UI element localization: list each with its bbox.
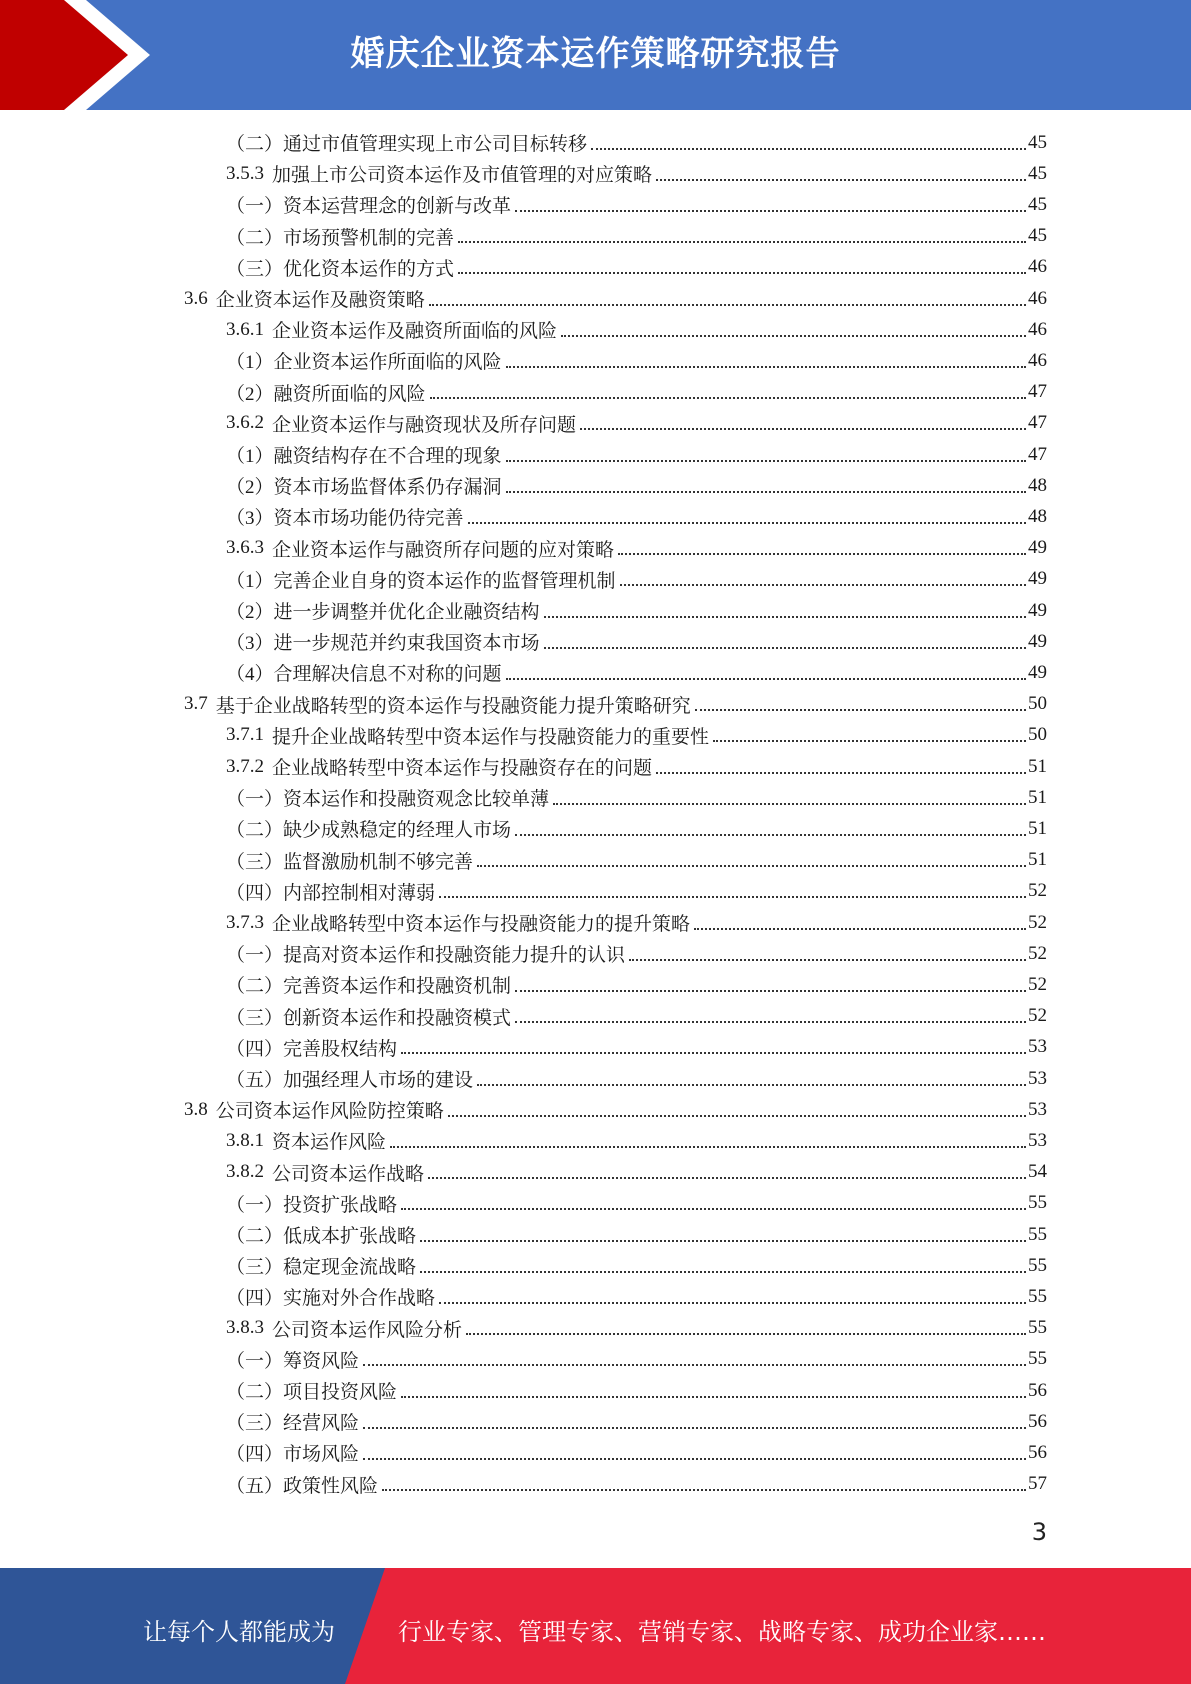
toc-entry-page: 53 bbox=[1028, 1067, 1047, 1089]
toc-entry-label: 加强上市公司资本运作及市值管理的对应策略 bbox=[272, 165, 653, 187]
toc-entry-page: 46 bbox=[1028, 256, 1047, 278]
toc-entry-label: （二）项目投资风险 bbox=[226, 1382, 398, 1403]
toc-entry-number: 3.6.3 bbox=[226, 537, 264, 559]
toc-dot-leader bbox=[477, 1084, 1026, 1086]
toc-dot-leader bbox=[580, 428, 1026, 430]
toc-entry[interactable] bbox=[226, 408, 1047, 439]
toc-entry-label: （3）进一步规范并约束我国资本市场 bbox=[226, 633, 540, 655]
toc-entry-label: （三）稳定现金流战略 bbox=[226, 1257, 417, 1279]
toc-entry[interactable] bbox=[226, 377, 1047, 408]
toc-entry[interactable] bbox=[226, 127, 1047, 158]
toc-dot-leader bbox=[363, 1364, 1026, 1366]
toc-entry-label: （一）投资扩张战略 bbox=[226, 1194, 398, 1216]
toc-entry[interactable] bbox=[226, 845, 1047, 876]
toc-dot-leader bbox=[618, 553, 1026, 555]
toc-entry-page: 51 bbox=[1028, 755, 1047, 777]
toc-entry-page: 55 bbox=[1028, 1254, 1047, 1276]
toc-entry-page: 55 bbox=[1028, 1348, 1047, 1370]
toc-entry-page: 45 bbox=[1028, 193, 1047, 215]
toc-dot-leader bbox=[515, 834, 1026, 836]
toc-entry-number: 3.5.3 bbox=[226, 162, 264, 184]
toc-dot-leader bbox=[430, 397, 1026, 399]
toc-entry[interactable] bbox=[226, 1250, 1047, 1281]
toc-entry-label: （二）通过市值管理实现上市公司目标转移 bbox=[226, 134, 588, 155]
toc-entry-page: 51 bbox=[1028, 786, 1047, 808]
toc-entry-page: 49 bbox=[1028, 599, 1047, 621]
toc-entry-page: 55 bbox=[1028, 1223, 1047, 1245]
toc-entry-label: （三）创新资本运作和投融资模式 bbox=[226, 1007, 512, 1029]
toc-entry[interactable] bbox=[226, 470, 1047, 501]
toc-entry-page: 49 bbox=[1028, 537, 1047, 559]
toc-entry-label: 企业资本运作及融资策略 bbox=[215, 290, 425, 311]
toc-entry-label: （二）市场预警机制的完善 bbox=[226, 227, 455, 249]
toc-entry-label: 企业战略转型中资本运作与投融资存在的问题 bbox=[272, 758, 653, 779]
toc-entry[interactable] bbox=[226, 1001, 1047, 1032]
toc-entry-label: （3）资本市场功能仍待完善 bbox=[226, 508, 464, 530]
toc-dot-leader bbox=[506, 366, 1026, 368]
toc-entry-label: 公司资本运作风险防控策略 bbox=[215, 1101, 444, 1123]
toc-dot-leader bbox=[420, 1240, 1026, 1242]
toc-entry-number: 3.7 bbox=[184, 693, 208, 715]
page-footer bbox=[0, 1568, 1191, 1684]
toc-entry[interactable] bbox=[226, 158, 1047, 189]
footer-slogan-left: 让每个人都能成为 bbox=[143, 1618, 335, 1646]
toc-entry-page: 53 bbox=[1028, 1129, 1047, 1151]
toc-entry-page: 50 bbox=[1028, 724, 1047, 746]
toc-entry-label: （2）融资所面临的风险 bbox=[226, 383, 426, 405]
toc-dot-leader bbox=[439, 896, 1026, 898]
toc-dot-leader bbox=[656, 772, 1026, 774]
toc-entry-label: 公司资本运作战略 bbox=[272, 1163, 425, 1185]
toc-entry-label: （1）融资结构存在不合理的现象 bbox=[226, 446, 502, 467]
toc-entry[interactable] bbox=[226, 1219, 1047, 1250]
toc-entry[interactable] bbox=[226, 907, 1047, 938]
toc-dot-leader bbox=[429, 304, 1026, 306]
toc-entry-page: 51 bbox=[1028, 817, 1047, 839]
toc-entry[interactable] bbox=[226, 1157, 1047, 1188]
toc-dot-leader bbox=[506, 460, 1026, 462]
toc-entry-page: 54 bbox=[1028, 1161, 1047, 1183]
toc-entry[interactable] bbox=[226, 314, 1047, 345]
toc-entry[interactable] bbox=[226, 1469, 1047, 1500]
toc-entry[interactable] bbox=[226, 1437, 1047, 1468]
toc-entry-number: 3.7.2 bbox=[226, 755, 264, 777]
toc-entry-page: 52 bbox=[1028, 973, 1047, 995]
report-title: 婚庆企业资本运作策略研究报告 bbox=[350, 34, 841, 74]
toc-dot-leader bbox=[656, 179, 1026, 181]
toc-entry[interactable] bbox=[226, 252, 1047, 283]
toc-dot-leader bbox=[515, 990, 1026, 992]
toc-entry[interactable] bbox=[226, 595, 1047, 626]
toc-entry[interactable] bbox=[226, 1313, 1047, 1344]
toc-entry-number: 3.7.1 bbox=[226, 724, 264, 746]
toc-entry-label: （五）加强经理人市场的建设 bbox=[226, 1070, 474, 1091]
toc-entry-label: 提升企业战略转型中资本运作与投融资能力的重要性 bbox=[272, 726, 710, 748]
toc-entry-number: 3.8 bbox=[184, 1098, 208, 1120]
toc-entry-label: （四）完善股权结构 bbox=[226, 1038, 398, 1060]
toc-entry-label: （一）提高对资本运作和投融资能力提升的认识 bbox=[226, 945, 626, 967]
page-header bbox=[0, 0, 1191, 110]
toc-entry[interactable] bbox=[226, 938, 1047, 969]
toc-entry-page: 56 bbox=[1028, 1410, 1047, 1432]
toc-entry-page: 49 bbox=[1028, 568, 1047, 590]
toc-dot-leader bbox=[506, 678, 1026, 680]
toc-dot-leader bbox=[695, 709, 1026, 711]
toc-dot-leader bbox=[620, 584, 1026, 586]
toc-entry[interactable] bbox=[226, 1375, 1047, 1406]
toc-entry[interactable] bbox=[184, 689, 1047, 720]
toc-entry[interactable] bbox=[226, 1406, 1047, 1437]
toc-entry[interactable] bbox=[226, 720, 1047, 751]
toc-entry-page: 52 bbox=[1028, 911, 1047, 933]
page-number: 3 bbox=[1031, 1518, 1047, 1546]
toc-entry-label: 资本运作风险 bbox=[272, 1132, 387, 1154]
toc-entry-number: 3.6.1 bbox=[226, 318, 264, 340]
toc-dot-leader bbox=[401, 1052, 1026, 1054]
toc-entry[interactable] bbox=[226, 533, 1047, 564]
toc-dot-leader bbox=[390, 1146, 1026, 1148]
toc-entry-page: 47 bbox=[1028, 381, 1047, 403]
toc-dot-leader bbox=[515, 210, 1026, 212]
toc-dot-leader bbox=[544, 647, 1026, 649]
toc-entry[interactable] bbox=[226, 439, 1047, 470]
toc-entry-page: 57 bbox=[1028, 1473, 1047, 1495]
toc-entry-label: 基于企业战略转型的资本运作与投融资能力提升策略研究 bbox=[215, 695, 691, 717]
toc-entry[interactable] bbox=[226, 1032, 1047, 1063]
toc-entry-page: 48 bbox=[1028, 505, 1047, 527]
toc-entry-page: 49 bbox=[1028, 661, 1047, 683]
toc-dot-leader bbox=[477, 865, 1026, 867]
toc-entry-label: （一）资本运营理念的创新与改革 bbox=[226, 196, 512, 218]
toc-entry-label: （四）实施对外合作战略 bbox=[226, 1288, 436, 1310]
toc-dot-leader bbox=[468, 522, 1026, 524]
toc-entry-label: （四）内部控制相对薄弱 bbox=[226, 882, 436, 904]
toc-entry-label: （2）资本市场监督体系仍存漏洞 bbox=[226, 477, 502, 499]
toc-dot-leader bbox=[561, 335, 1026, 337]
toc-entry[interactable] bbox=[226, 813, 1047, 844]
toc-entry-page: 46 bbox=[1028, 318, 1047, 340]
toc-entry-page: 55 bbox=[1028, 1317, 1047, 1339]
toc-entry-page: 50 bbox=[1028, 693, 1047, 715]
toc-entry-label: （三）经营风险 bbox=[226, 1413, 360, 1435]
toc-entry-label: （二）完善资本运作和投融资机制 bbox=[226, 976, 512, 998]
toc-entry-label: （五）政策性风险 bbox=[226, 1475, 379, 1497]
toc-entry-label: （2）进一步调整并优化企业融资结构 bbox=[226, 602, 540, 623]
toc-entry[interactable] bbox=[226, 345, 1047, 376]
toc-entry[interactable] bbox=[226, 1281, 1047, 1312]
toc-dot-leader bbox=[515, 1021, 1026, 1023]
toc-entry-number: 3.8.2 bbox=[226, 1161, 264, 1183]
toc-dot-leader bbox=[466, 1333, 1026, 1335]
toc-dot-leader bbox=[458, 241, 1026, 243]
toc-entry[interactable] bbox=[184, 1094, 1047, 1125]
toc-entry-page: 45 bbox=[1028, 225, 1047, 247]
toc-entry-label: 企业资本运作及融资所面临的风险 bbox=[272, 321, 558, 343]
toc-dot-leader bbox=[458, 272, 1026, 274]
toc-entry[interactable] bbox=[226, 501, 1047, 532]
footer-slogan-right: 行业专家、管理专家、营销专家、战略专家、成功企业家…… bbox=[398, 1618, 1046, 1646]
toc-entry-label: （一）筹资风险 bbox=[226, 1350, 360, 1372]
toc-dot-leader bbox=[713, 740, 1026, 742]
toc-entry[interactable] bbox=[226, 751, 1047, 782]
toc-entry-label: 企业战略转型中资本运作与投融资能力的提升策略 bbox=[272, 914, 691, 935]
toc-entry-label: 企业资本运作与融资所存问题的应对策略 bbox=[272, 539, 615, 561]
toc-entry-label: （三）监督激励机制不够完善 bbox=[226, 851, 474, 873]
toc-entry-page: 52 bbox=[1028, 942, 1047, 964]
toc-entry[interactable] bbox=[226, 221, 1047, 252]
toc-entry[interactable] bbox=[226, 969, 1047, 1000]
toc-dot-leader bbox=[506, 491, 1026, 493]
toc-entry-label: （1）企业资本运作所面临的风险 bbox=[226, 352, 502, 374]
toc-entry-page: 47 bbox=[1028, 443, 1047, 465]
toc-entry-page: 45 bbox=[1028, 131, 1047, 153]
toc-entry-label: 企业资本运作与融资现状及所存问题 bbox=[272, 414, 577, 436]
toc-entry-number: 3.7.3 bbox=[226, 911, 264, 933]
toc-dot-leader bbox=[448, 1115, 1026, 1117]
toc-entry[interactable] bbox=[226, 876, 1047, 907]
toc-entry-page: 56 bbox=[1028, 1379, 1047, 1401]
toc-entry-label: （1）完善企业自身的资本运作的监督管理机制 bbox=[226, 570, 616, 592]
toc-dot-leader bbox=[401, 1208, 1026, 1210]
toc-dot-leader bbox=[420, 1271, 1026, 1273]
toc-entry-number: 3.8.1 bbox=[226, 1129, 264, 1151]
toc-entry[interactable] bbox=[226, 1344, 1047, 1375]
toc-entry-page: 45 bbox=[1028, 162, 1047, 184]
toc-entry[interactable] bbox=[226, 1063, 1047, 1094]
toc-entry[interactable] bbox=[226, 189, 1047, 220]
toc-dot-leader bbox=[629, 959, 1026, 961]
toc-entry[interactable] bbox=[226, 1125, 1047, 1156]
toc-entry-page: 49 bbox=[1028, 630, 1047, 652]
toc-dot-leader bbox=[544, 616, 1026, 618]
toc-entry-label: （四）市场风险 bbox=[226, 1444, 360, 1466]
toc-entry-page: 52 bbox=[1028, 1005, 1047, 1027]
toc-entry-page: 48 bbox=[1028, 474, 1047, 496]
toc-entry-page: 52 bbox=[1028, 880, 1047, 902]
toc-entry[interactable] bbox=[226, 626, 1047, 657]
toc-entry-page: 51 bbox=[1028, 849, 1047, 871]
toc-entry-page: 53 bbox=[1028, 1098, 1047, 1120]
toc-entry-number: 3.6 bbox=[184, 287, 208, 309]
toc-entry-number: 3.8.3 bbox=[226, 1317, 264, 1339]
toc-dot-leader bbox=[401, 1396, 1026, 1398]
toc-entry-label: 公司资本运作风险分析 bbox=[272, 1319, 463, 1341]
toc-dot-leader bbox=[363, 1458, 1026, 1460]
toc-entry-label: （二）低成本扩张战略 bbox=[226, 1226, 417, 1247]
toc-entry[interactable] bbox=[184, 283, 1047, 314]
toc-dot-leader bbox=[439, 1302, 1026, 1304]
toc-entry[interactable] bbox=[226, 782, 1047, 813]
toc-entry-label: （一）资本运作和投融资观念比较单薄 bbox=[226, 789, 550, 811]
toc-entry-label: （4）合理解决信息不对称的问题 bbox=[226, 664, 502, 686]
toc-entry-page: 56 bbox=[1028, 1441, 1047, 1463]
toc-entry-label: （二）缺少成熟稳定的经理人市场 bbox=[226, 820, 512, 842]
toc-dot-leader bbox=[428, 1177, 1026, 1179]
toc-entry-number: 3.6.2 bbox=[226, 412, 264, 434]
toc-dot-leader bbox=[591, 148, 1026, 150]
toc-entry[interactable] bbox=[226, 564, 1047, 595]
toc-entry-page: 55 bbox=[1028, 1285, 1047, 1307]
toc-entry-page: 53 bbox=[1028, 1036, 1047, 1058]
toc-entry-page: 47 bbox=[1028, 412, 1047, 434]
toc-entry-page: 46 bbox=[1028, 287, 1047, 309]
toc-entry[interactable] bbox=[226, 657, 1047, 688]
toc-entry-page: 46 bbox=[1028, 349, 1047, 371]
toc-entry-page: 55 bbox=[1028, 1192, 1047, 1214]
toc-entry-label: （三）优化资本运作的方式 bbox=[226, 258, 455, 280]
toc-dot-leader bbox=[553, 803, 1026, 805]
toc-entry[interactable] bbox=[226, 1188, 1047, 1219]
toc-dot-leader bbox=[694, 928, 1026, 930]
toc-dot-leader bbox=[363, 1427, 1026, 1429]
toc-dot-leader bbox=[382, 1489, 1026, 1491]
